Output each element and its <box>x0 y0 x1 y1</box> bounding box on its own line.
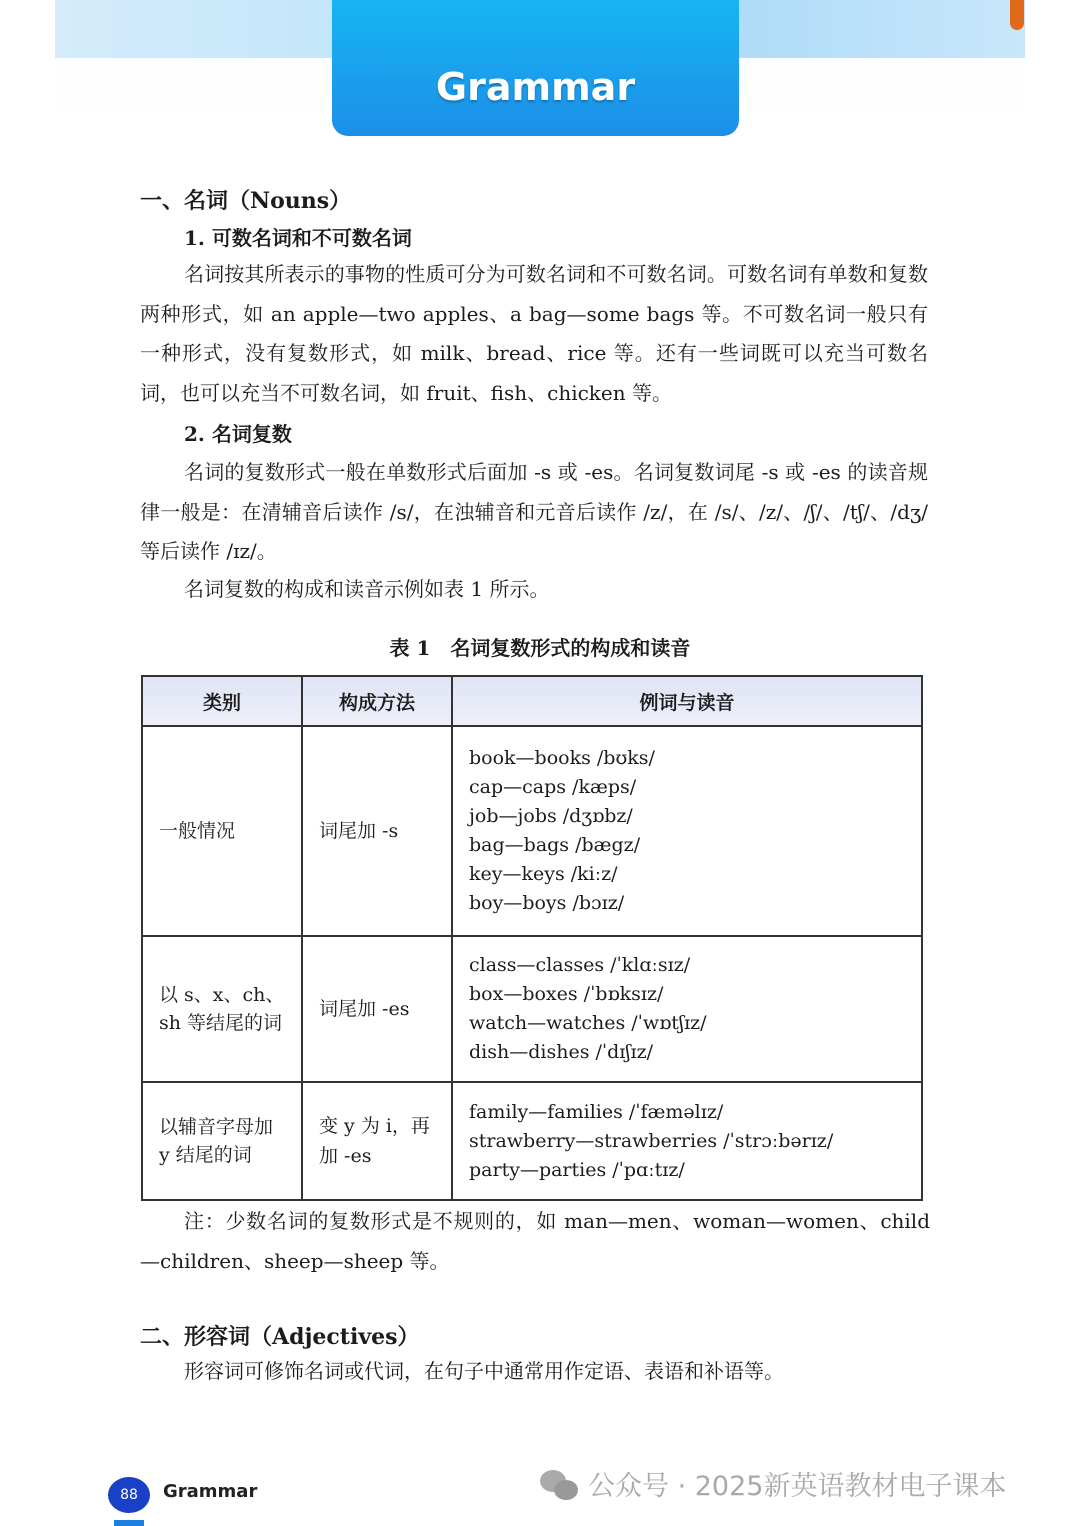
cell-examples <box>452 936 922 1082</box>
cell-method: 词尾加 -s <box>302 726 452 936</box>
footer-title: Grammar <box>163 1481 258 1502</box>
example: family—families /ˈfæməlɪz/ <box>469 1100 724 1123</box>
example: bag—bags /bægz/ <box>469 834 641 856</box>
table-note: 注：少数名词的复数形式是不规则的，如 man—men、woman—women、child—children、sheep—sheep 等。 <box>140 1209 930 1273</box>
example: box—boxes /ˈbɒksɪz/ <box>469 983 664 1005</box>
cell-category: 以辅音字母加 y 结尾的词 <box>142 1082 302 1200</box>
example: dish—dishes /ˈdɪʃɪz/ <box>469 1041 653 1063</box>
wechat-icon <box>540 1468 580 1500</box>
page-number: 88 <box>108 1477 150 1513</box>
cell-examples <box>452 1082 922 1200</box>
example: strawberry—strawberries /ˈstrɔːbərɪz/ <box>469 1129 834 1152</box>
corner-decoration <box>1010 0 1024 30</box>
chapter-title: Grammar <box>435 65 636 109</box>
header-method: 构成方法 <box>302 676 452 726</box>
table-row <box>142 726 922 936</box>
example: watch—watches /ˈwɒtʃɪz/ <box>469 1012 707 1034</box>
table-caption: 表 1 名词复数形式的构成和读音 <box>389 636 691 660</box>
watermark-text: 公众号 · 2025新英语教材电子课本 <box>588 1471 1007 1502</box>
footer-bar <box>114 1520 144 1526</box>
cell-method: 词尾加 -es <box>302 936 452 1082</box>
cell-category: 一般情况 <box>142 726 302 936</box>
header-category: 类别 <box>142 676 302 726</box>
header-examples: 例词与读音 <box>452 676 922 726</box>
paragraph-countable: 名词按其所表示的事物的性质可分为可数名词和不可数名词。可数名词有单数和复数两种形式，如 an apple—two apples、a bag—some bags 等。不可数名词一般只有一种形式，没有复数形式，如 milk、bread、rice 等。还有一些词既可以充当可数名词，也可以充当不可数名词，如 fruit、fish、chicken 等。 <box>140 262 928 405</box>
table-row <box>142 936 922 1082</box>
example: key—keys /kiːz/ <box>469 863 618 885</box>
cell-examples <box>452 726 922 936</box>
subheading-plural: 2. 名词复数 <box>184 422 292 446</box>
watermark <box>540 1464 1006 1503</box>
paragraph-table-ref: 名词复数的构成和读音示例如表 1 所示。 <box>184 577 550 601</box>
example: cap—caps /kæps/ <box>469 776 637 798</box>
paragraph-plural: 名词的复数形式一般在单数形式后面加 -s 或 -es。名词复数词尾 -s 或 -es 的读音规律一般是：在清辅音后读作 /s/，在浊辅音和元音后读作 /z/，在 /s/、/z/、/ʃ/、/tʃ/、/dʒ/ 等后读作 /ɪz/。 <box>140 460 928 563</box>
section-heading-adjectives: 二、形容词（Adjectives） <box>140 1324 420 1350</box>
plural-table <box>141 675 923 1201</box>
table-row <box>142 1082 922 1200</box>
chapter-tab <box>332 0 739 136</box>
table-header-row <box>142 676 922 726</box>
cell-category: 以 s、x、ch、sh 等结尾的词 <box>142 936 302 1082</box>
example: job—jobs /dʒɒbz/ <box>469 805 633 827</box>
example: boy—boys /bɔɪz/ <box>469 892 625 914</box>
paragraph-adjectives: 形容词可修饰名词或代词，在句子中通常用作定语、表语和补语等。 <box>184 1359 784 1383</box>
cell-method: 变 y 为 i，再加 -es <box>302 1082 452 1200</box>
example: party—parties /ˈpɑːtɪz/ <box>469 1158 685 1181</box>
section-heading-nouns: 一、名词（Nouns） <box>140 188 352 214</box>
example: class—classes /ˈklɑːsɪz/ <box>469 954 691 976</box>
subheading-countable: 1. 可数名词和不可数名词 <box>184 226 412 250</box>
example: book—books /bʊks/ <box>469 747 655 769</box>
